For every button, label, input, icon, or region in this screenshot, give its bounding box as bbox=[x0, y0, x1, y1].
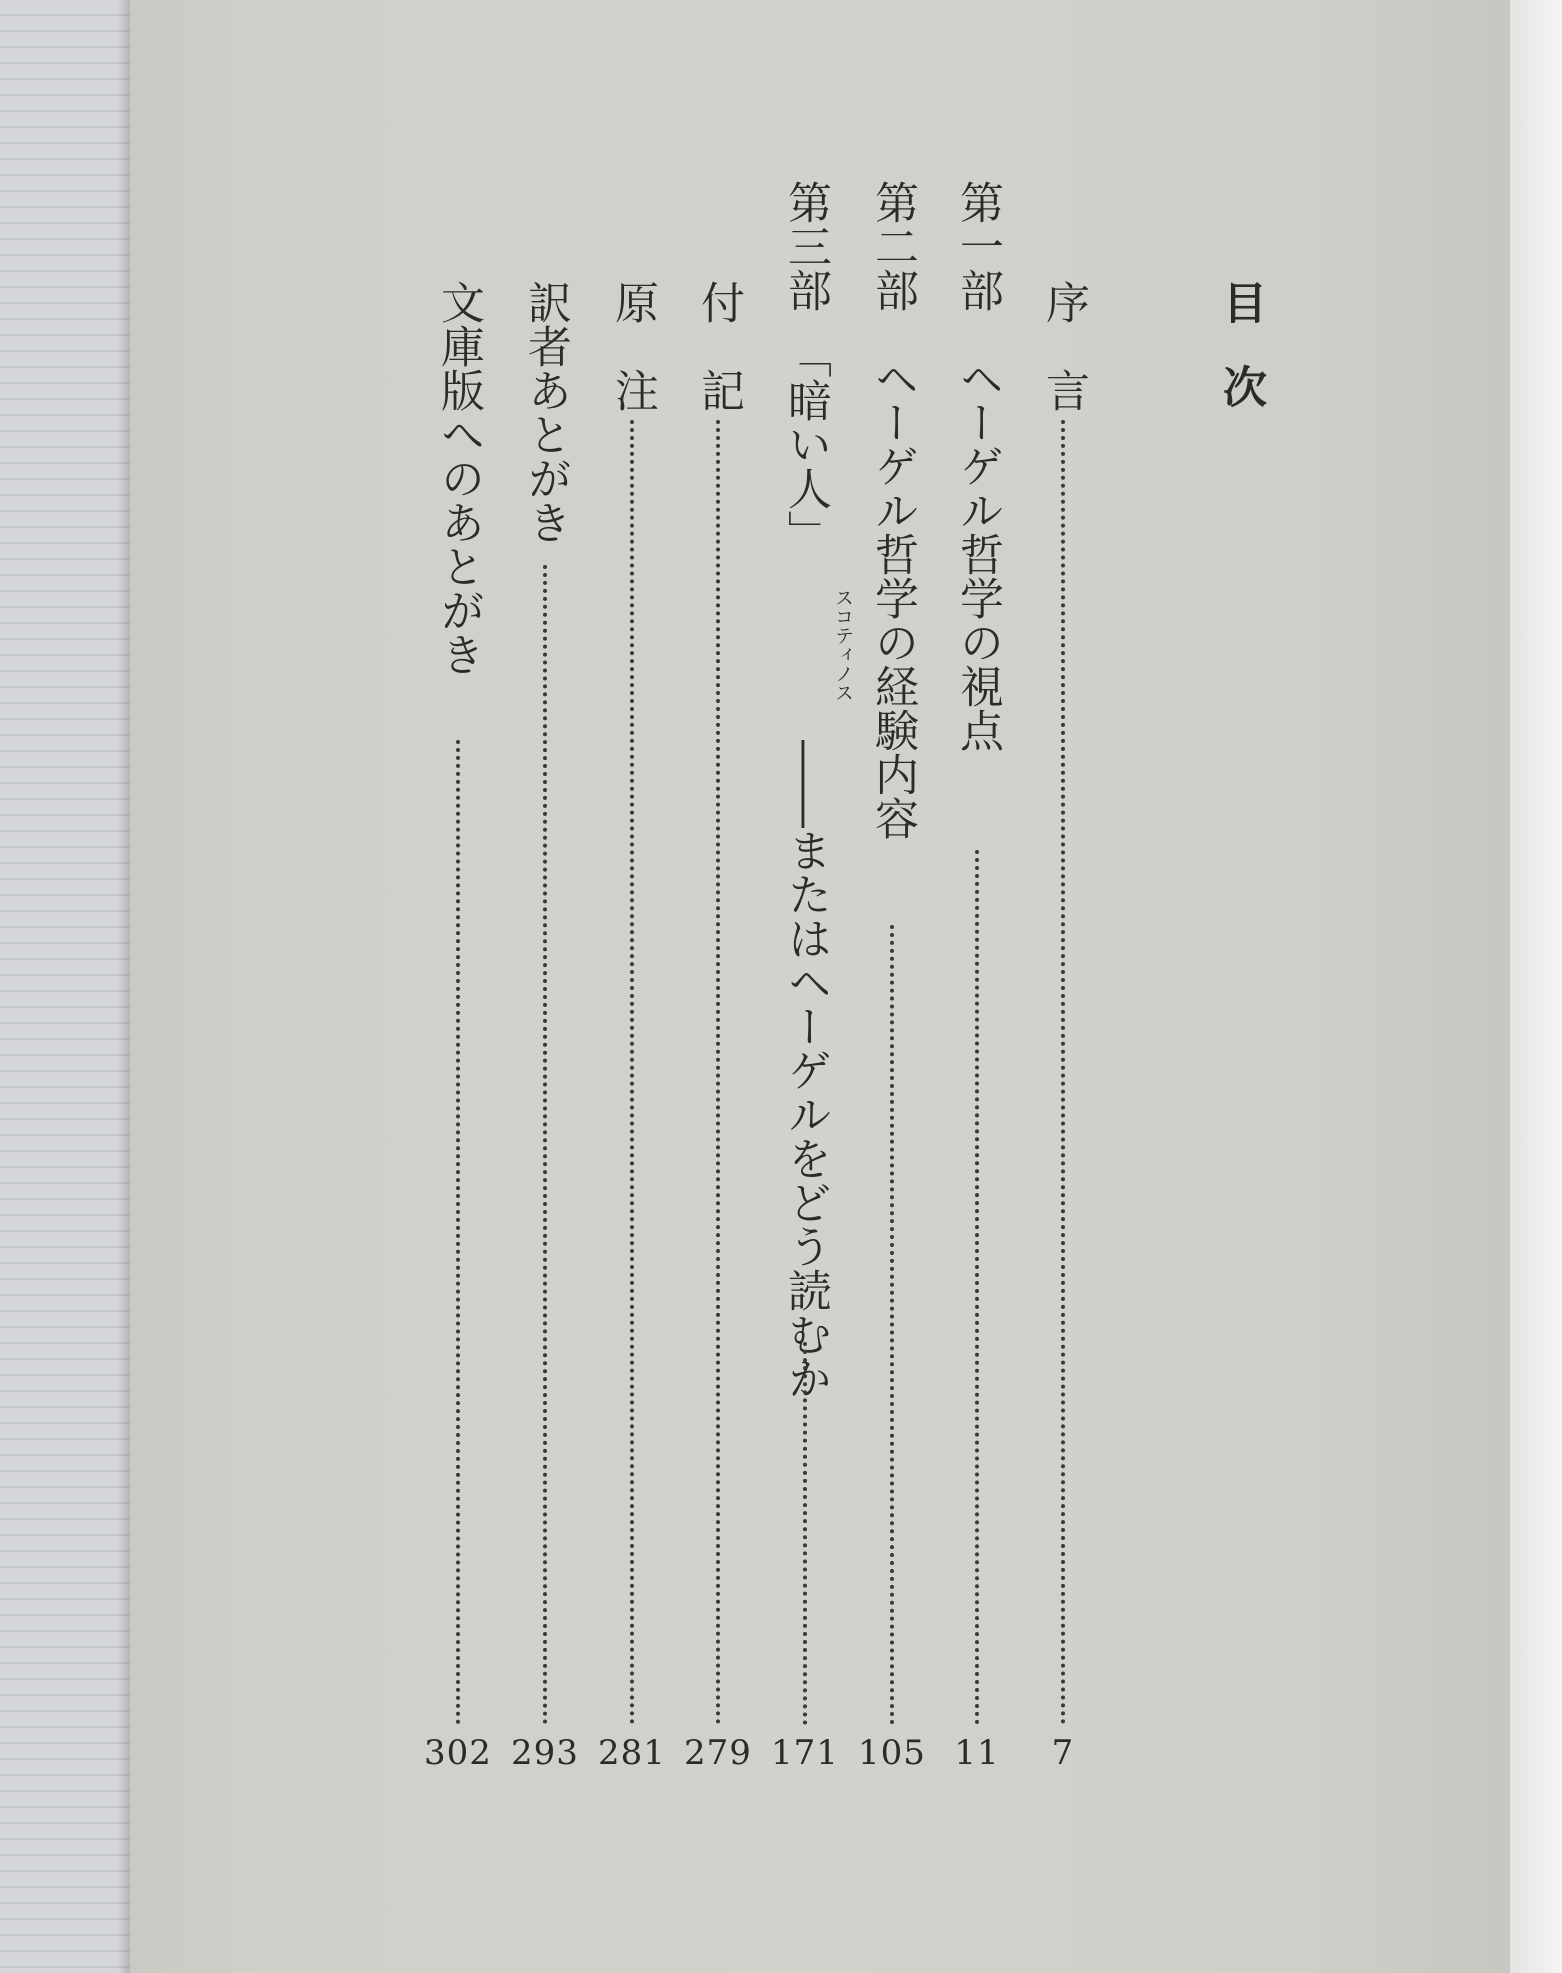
toc-page-number: 279 bbox=[684, 1733, 752, 1773]
dot-leader bbox=[543, 565, 547, 1725]
dot-leader bbox=[803, 1342, 807, 1725]
toc-entry-label: 原 注 bbox=[607, 280, 658, 412]
toc-entry-label: 文庫版へのあとがき bbox=[433, 280, 484, 676]
toc-page-number: 11 bbox=[954, 1733, 1000, 1773]
ruby-annotation: スコティノス bbox=[832, 588, 854, 702]
toc-entry-label: 第一部 ヘーゲル哲学の視点 bbox=[952, 180, 1003, 752]
dot-leader bbox=[975, 850, 979, 1725]
toc-page-number: 302 bbox=[424, 1733, 492, 1773]
background-stripes bbox=[0, 0, 130, 1973]
toc-page-number: 293 bbox=[511, 1733, 579, 1773]
dot-leader bbox=[890, 925, 894, 1725]
toc-entry-label: 訳者あとがき bbox=[520, 280, 571, 544]
toc-entry-label: 第二部 ヘーゲル哲学の経験内容 bbox=[867, 180, 918, 840]
dot-leader bbox=[1061, 420, 1065, 1725]
toc-page-number: 281 bbox=[598, 1733, 666, 1773]
toc-entry-label: 序 言 bbox=[1038, 280, 1089, 412]
dot-leader bbox=[456, 740, 460, 1725]
adjacent-page-strip bbox=[1510, 0, 1562, 1973]
toc-entry-subtitle: ――またはヘーゲルをどう読むか bbox=[780, 740, 831, 1400]
toc-page-number: 7 bbox=[1051, 1733, 1075, 1773]
page-title: 目次 bbox=[1215, 280, 1266, 448]
dot-leader bbox=[716, 420, 720, 1725]
toc-page-number: 105 bbox=[858, 1733, 926, 1773]
dot-leader bbox=[630, 420, 634, 1725]
toc-entry-label: 第三部 「暗い人」 bbox=[780, 180, 831, 554]
toc-entry-label: 付 記 bbox=[693, 280, 744, 412]
toc-page-number: 171 bbox=[771, 1733, 839, 1773]
page-edge-shadow bbox=[118, 0, 130, 1973]
